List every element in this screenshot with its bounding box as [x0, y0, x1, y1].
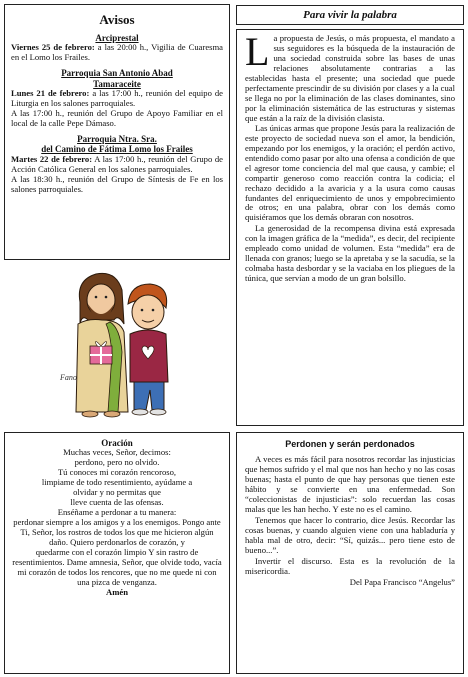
- perdonen-paragraph: Invertir el discurso. Esta es la revolución de la misericordia.: [245, 556, 455, 577]
- notice-date: Martes 22 de febrero:: [11, 153, 93, 164]
- prayer-line: Tú conoces mi corazón rencoroso,: [57, 467, 177, 478]
- notice-text: a las 20:00 h., Vigilia de Cuaresma en el Lomo los Frailes.: [11, 42, 223, 63]
- prayer-line: Enséñame a perdonar a tu manera:: [57, 507, 177, 518]
- vivir-header-box: [236, 5, 464, 25]
- notice-line: [11, 109, 223, 129]
- section-title: Parroquia San Antonio Abad: [61, 68, 173, 79]
- artist-signature: Fano: [60, 373, 77, 382]
- avisos-section-fatima: [11, 134, 223, 195]
- prayer-line: quedarme con el corazón limpio Y sin rastro de resentimientos. Dame amnesia, Señor, que olvide todo, vacía: [12, 547, 222, 568]
- perdonen-signature: Del Papa Francisco “Angelus”: [349, 577, 455, 588]
- section-title: Parroquia Ntra. Sra.: [77, 133, 157, 144]
- perdonen-title: Perdonen y serán perdonados: [285, 439, 415, 449]
- notice-line: [11, 89, 223, 109]
- prayer-line: perdonar siempre a los amigos y a los enemigos. Pongo ante Ti, Señor, los rostros de todos los que me hicieron algún daño. Quiero perdonarlos de corazón, y: [13, 517, 221, 548]
- notice-text: A las 18:30 h., reunión del Grupo de Síntesis de Fe en los salones parroquiales.: [11, 173, 223, 194]
- oracion-title: Oración: [101, 438, 133, 448]
- notice-text: A las 17:00 h., reunión del Grupo de Apoyo Familiar en el local de la calle Pepe Dámaso.: [11, 107, 223, 128]
- prayer-closing: Amén: [106, 587, 128, 597]
- avisos-box: [4, 4, 230, 260]
- jesus-and-child-illustration: [58, 262, 184, 422]
- section-subtitle: Tamaraceite: [93, 78, 141, 89]
- vivir-paragraph: Las únicas armas que propone Jesús para la realización de este proyecto de sociedad nueva son el amor, la bendición, empezando por los enemigos, y la oración; el perdón activo, entendido como pasar por alto una ofensa a condición de que el agresor tome conciencia del mal que causa, y cambie; el compartir generoso como reacción contra la codicia; el rechazo decidido a la avaricia y a la usura como causas fundantes del enriquecimiento de unos y empobrecimiento de otros; en una palabra, obrar con los demás como quisiéramos que los demás obraran con nosotros.: [245, 122, 455, 223]
- notice-text: A las 17:00 h., reunión del Grupo de Acción Católica General en los salones parroquiales.: [11, 153, 223, 174]
- drop-cap: L: [245, 29, 270, 74]
- notice-date: Viernes 25 de febrero:: [11, 42, 95, 53]
- notice-line: [11, 155, 223, 175]
- perdonen-box: [236, 432, 464, 674]
- avisos-section-san-antonio: [11, 68, 223, 129]
- perdonen-paragraph: A veces es más fácil para nosotros recordar las injusticias que hemos sufrido y el mal que nos han hecho y no las cosas buenas; hasta el punto de que hay personas que tienen este hábito y se convierte en una enfermedad. Son “coleccionistas de injusticias”: solo recuerdan las cosas malas que les han hecho. Y este no es el camino.: [245, 454, 455, 515]
- notice-line: [11, 43, 223, 63]
- notice-date: Lunes 21 de febrero:: [11, 88, 90, 99]
- perdonen-paragraph: Tenemos que hacer lo contrario, dice Jesús. Recordar las cosas buenas, y cuando alguien viene con una habladuría y habla mal de otro, decir: “Sí, quizás... pero tiene esto de bueno...”.: [245, 515, 455, 556]
- prayer-line: mi corazón de todos los rencores, que no me quede ni con una pizca de venganza.: [17, 567, 217, 588]
- vivir-first-paragraph: [245, 29, 455, 124]
- notice-line: [11, 175, 223, 195]
- vivir-title: Para vivir la palabra: [303, 9, 397, 21]
- prayer-line: lleve cuenta de las ofensas.: [70, 497, 164, 508]
- notice-text: a las 17:00 h., reunión del equipo de Liturgia en los salones parroquiales.: [11, 88, 223, 109]
- section-subtitle: del Camino de Fátima Lomo los Frailes: [41, 144, 193, 155]
- avisos-title: Avisos: [99, 12, 135, 27]
- prayer-line: olvidar y no permitas que: [73, 487, 161, 498]
- vivir-paragraph: La generosidad de la recompensa divina está expresada con la imagen gráfica de la “medida”, es decir, del recipiente empleado como unidad de volumen. Esta “medida” era de llenada con granos; luego se la apretaba y se la sacudía, se la colmaba hasta desbordar y se la vaciaba en los pliegues de la túnica, que servían a modo de un gran bolsillo.: [245, 223, 455, 284]
- avisos-section-arciprestal: [11, 33, 223, 63]
- vivir-box: [236, 29, 464, 426]
- oracion-box: [4, 432, 230, 674]
- prayer-line: Muchas veces, Señor, decimos:: [63, 447, 171, 458]
- section-title: Arciprestal: [95, 33, 139, 44]
- prayer-line: limpiame de todo resentimiento, ayúdame a: [41, 477, 193, 488]
- prayer-line: perdono, pero no olvido.: [74, 457, 160, 468]
- paragraph-text: a propuesta de Jesús, o más propuesta, el mandato a sus seguidores es la búsqueda de la instauración de una sociedad construida sobre las bases de unas relaciones absolutamente contrarias a las establecidas hasta el presente; una sociedad que puede perfectamente prescindir de su división por clases y a la cual se llega no por la eliminación de las clases dominantes, sino por la eliminación sistemática de las estructuras y sistemas que están a la raíz de la división clasista.: [245, 33, 455, 123]
